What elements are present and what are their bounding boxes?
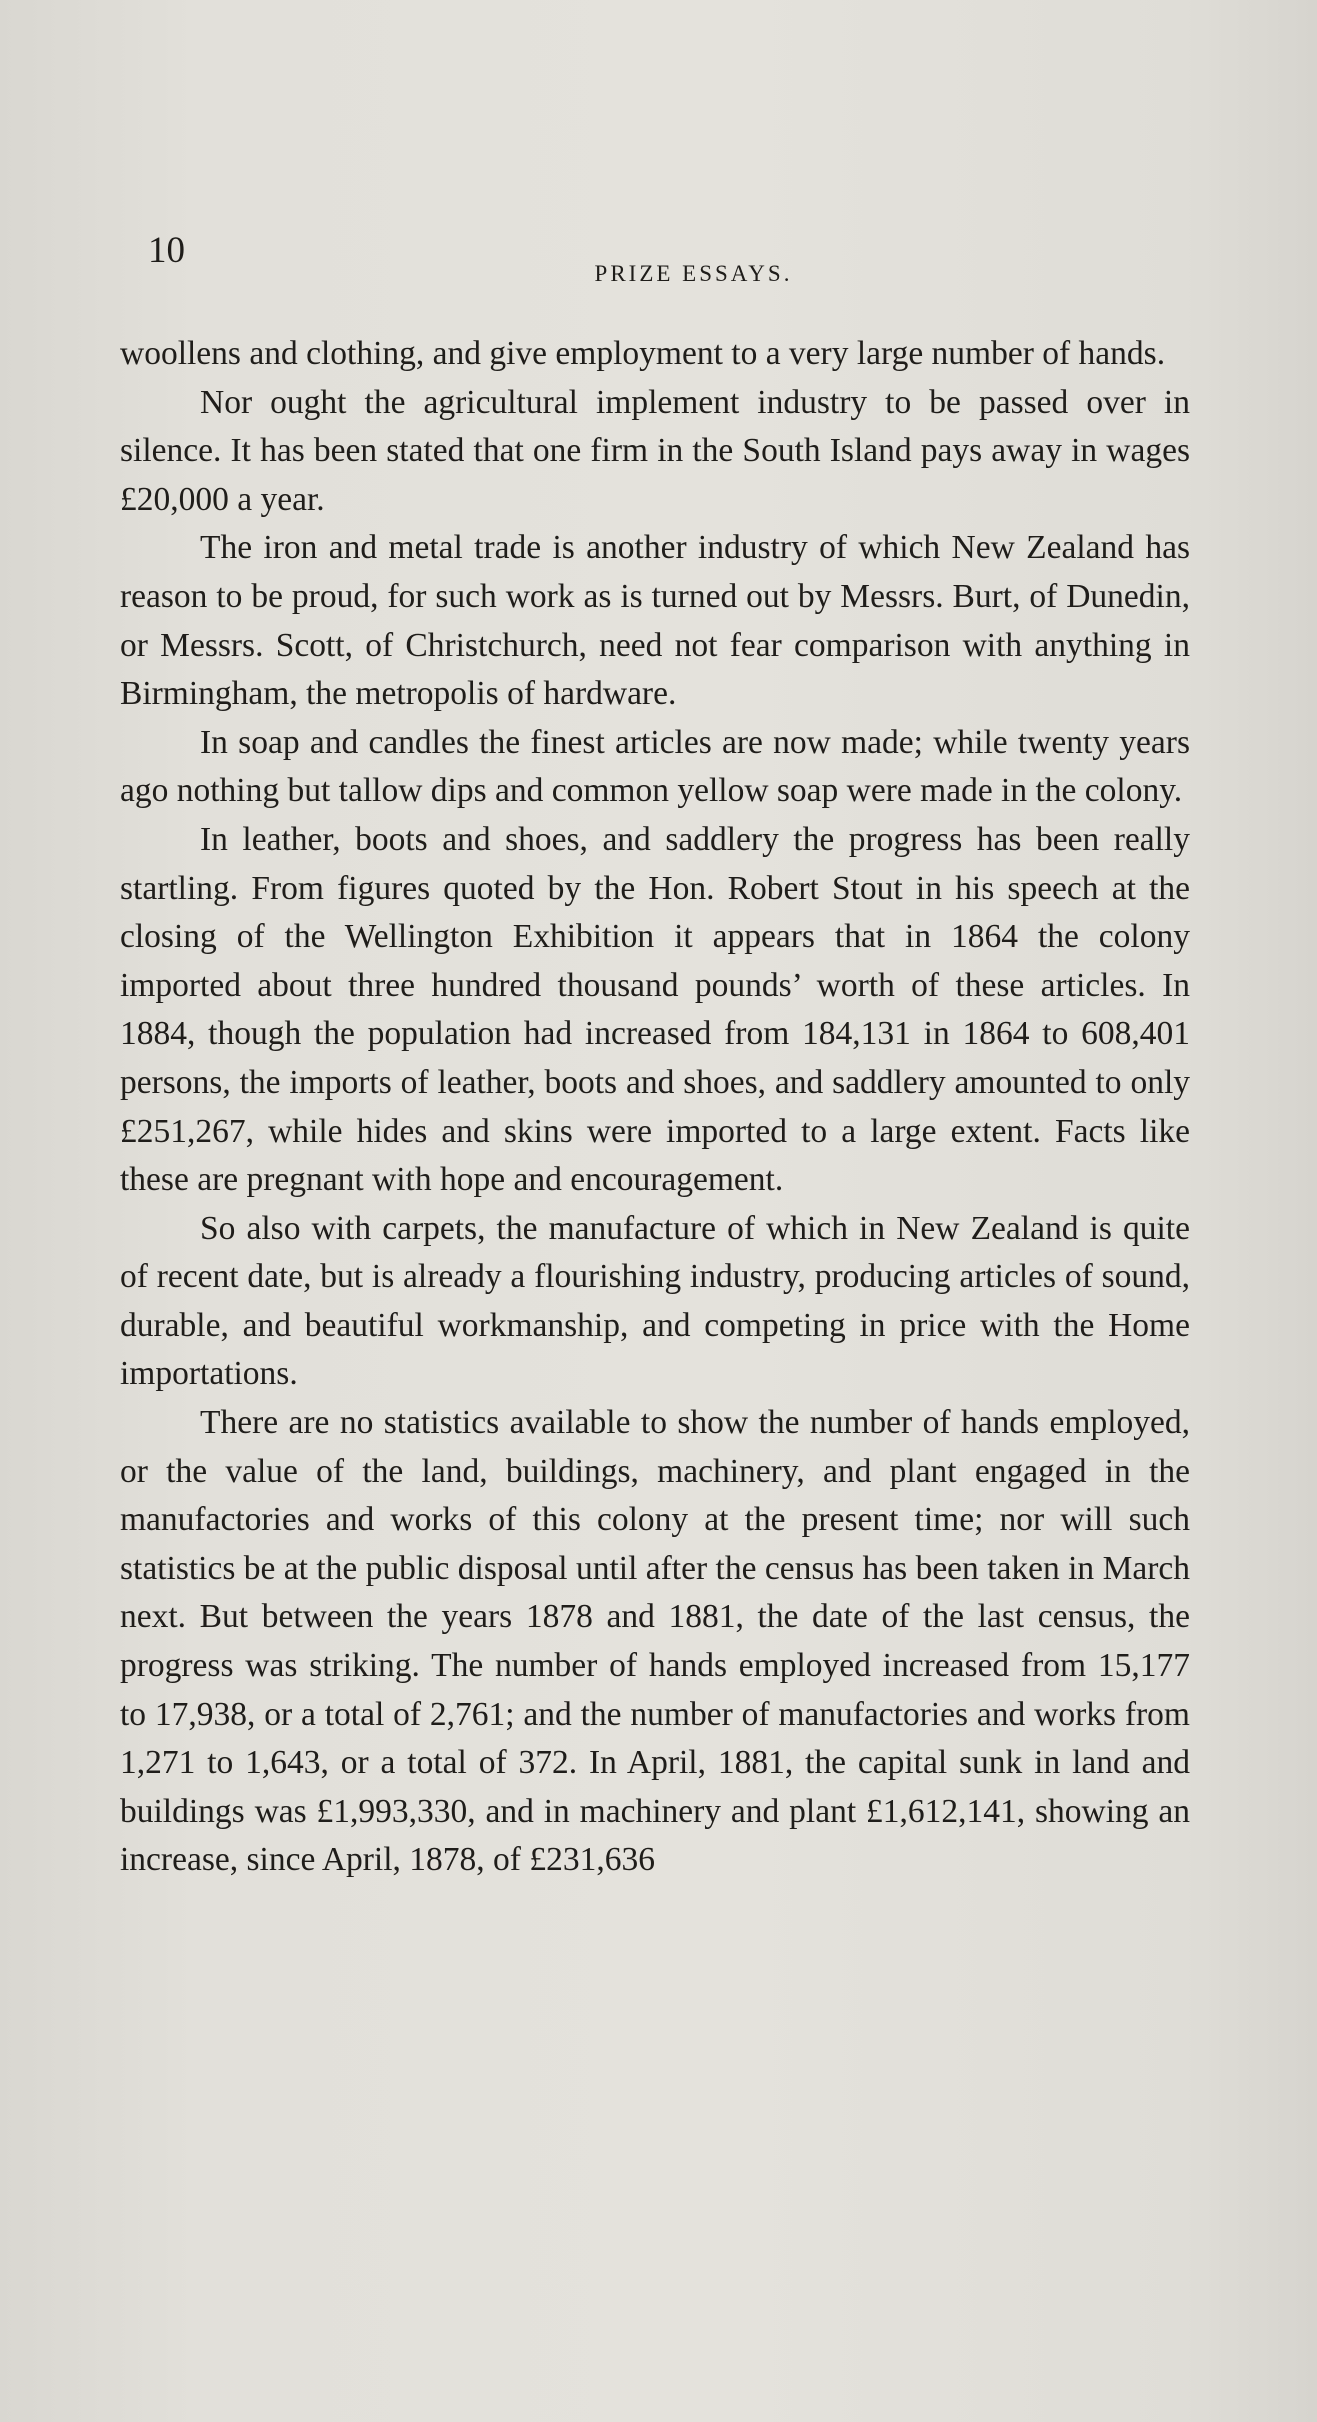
paragraph-soap-candles: In soap and candles the finest articles are now made; while twenty years ago nothing but tallow dips and common yellow soap were made in the colony. <box>120 723 1190 810</box>
paragraph-carpets: So also with carpets, the manufacture of which in New Zealand is quite of recent date, but is already a flourishing industry, producing articles of sound, durable, and beautiful workmanship, and competing in price with the Home importations. <box>120 1209 1190 1393</box>
page-number: 10 <box>148 230 185 271</box>
running-head: PRIZE ESSAYS. <box>594 261 793 286</box>
paragraph-iron-metal-trade: The iron and metal trade is another industry of which New Zealand has reason to be proud, for such work as is turned out by Messrs. Burt, of Dunedin, or Messrs. Scott, of Christchurch, need not fear comparison with anything in Birmingham, the metropolis of hardware. <box>120 529 1190 713</box>
paragraph-statistics: There are no statistics available to show the number of hands employed, or the value of the land, buildings, machinery, and plant engaged in the manufactories and works of this colony at the present time; nor will such statistics be at the public disposal until after the census has been taken in March next. But between the years 1878 and 1881, the date of the last census, the progress was striking. The number of hands employed increased from 15,177 to 17,938, or a total of 2,761; and the number of manufactories and works from 1,271 to 1,643, or a total of 372. In April, 1881, the capital sunk in land and buildings was £1,993,330, and in machinery and plant £1,612,141, showing an increase, since April, 1878, of £231,636 <box>120 1404 1190 1879</box>
paragraph-leather-boots: In leather, boots and shoes, and saddlery the progress has been really startling. From figures quoted by the Hon. Robert Stout in his speech at the closing of the Wellington Exhibition it appears that in 1864 the colony imported about three hundred thousand pounds’ worth of these articles. In 1884, though the population had increased from 184,131 in 1864 to 608,401 persons, the imports of leather, boots and shoes, and saddlery amounted to only £251,267, while hides and skins were imported to a large extent. Facts like these are pregnant with hope and encouragement. <box>120 820 1190 1199</box>
body-text <box>120 330 1190 1885</box>
paragraph-agricultural-implements: Nor ought the agricultural implement industry to be passed over in silence. It has been stated that one firm in the South Island pays away in wages £20,000 a year. <box>120 383 1190 518</box>
paragraph-continued: woollens and clothing, and give employment to a very large number of hands. <box>120 335 1166 372</box>
